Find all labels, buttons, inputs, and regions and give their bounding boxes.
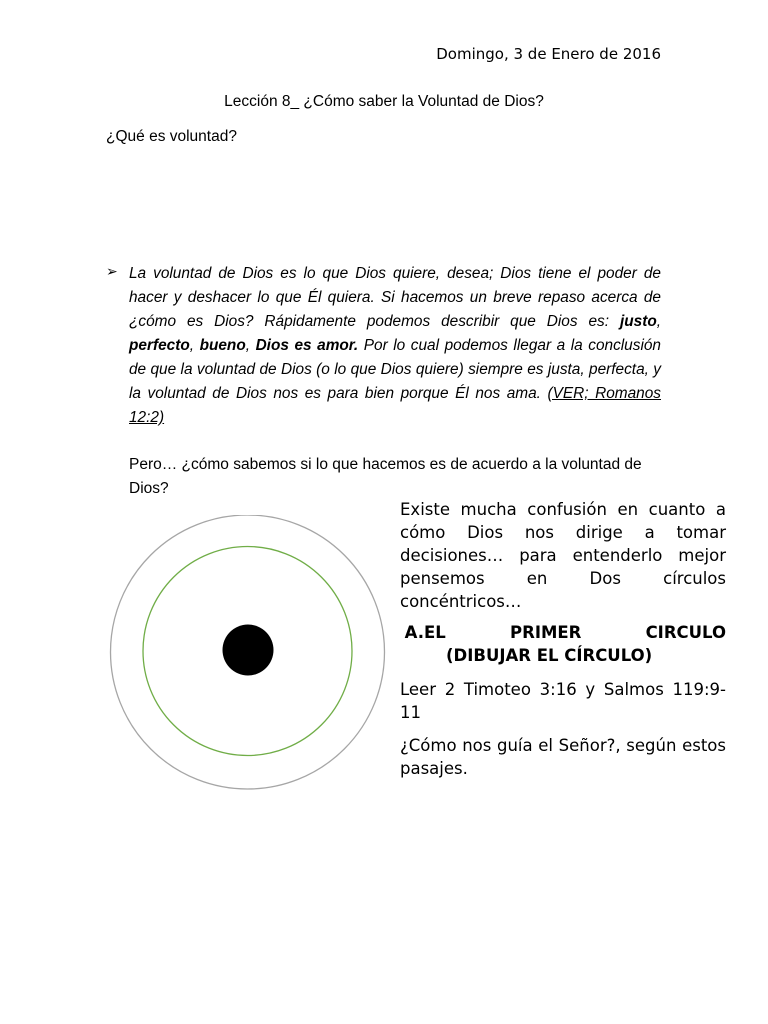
bold-bueno: bueno [199, 337, 246, 354]
lesson-title: Lección 8_ ¿Cómo saber la Voluntad de Dios? [224, 93, 544, 110]
heading-line2: (DIBUJAR EL CÍRCULO) [446, 646, 653, 665]
heading-letter: A. [404, 623, 424, 642]
separator: , [245, 337, 256, 354]
center-dot [223, 625, 274, 676]
heading-word-el: EL [424, 623, 446, 642]
arrow-bullet-icon: ➢ [106, 264, 118, 280]
bold-justo: justo [619, 313, 657, 330]
heading-body [424, 621, 726, 667]
guidance-question: ¿Cómo nos guía el Señor?, según estos pasajes. [400, 736, 726, 778]
bullet-text-part2: Por lo cual podemos llegar a la conclusión de que la voluntad de Dios (o lo que Dios quiere) siempre es justa, perfecta, y la voluntad de Dios nos es para bien porque Él nos ama. [129, 337, 661, 402]
bullet-paragraph [106, 262, 661, 430]
pero-question: Pero… ¿cómo sabemos si lo que hacemos es de acuerdo a la voluntad de Dios? [129, 456, 642, 497]
heading-word-primer: PRIMER [510, 623, 582, 642]
lesson-question: ¿Qué es voluntad? [106, 128, 237, 145]
bullet-text-part1: La voluntad de Dios es lo que Dios quiere, desea; Dios tiene el poder de hacer y deshacer lo que Él quiera. Si hacemos un breve repaso acerca de ¿cómo es Dios? Rápidamente podemos describir que Dios es: [129, 265, 661, 330]
heading-line1 [424, 621, 726, 644]
right-column [400, 498, 726, 780]
concentric-circles-diagram [108, 515, 388, 790]
heading-word-circulo: CIRCULO [645, 623, 726, 642]
bold-dios-es-amor: Dios es amor. [255, 337, 359, 354]
reading-instruction: Leer 2 Timoteo 3:16 y Salmos 119:9-11 [400, 680, 726, 722]
scripture-reference: (VER; Romanos 12:2) [129, 385, 661, 426]
section-heading [400, 621, 726, 667]
separator: , [189, 337, 200, 354]
bold-perfecto: perfecto [129, 337, 190, 354]
bullet-text [129, 262, 661, 430]
document-date: Domingo, 3 de Enero de 2016 [436, 45, 661, 63]
intro-paragraph: Existe mucha confusión en cuanto a cómo Dios nos dirige a tomar decisiones… para entenderlo mejor pensemos en Dos círculos concéntricos… [400, 500, 726, 611]
separator: , [656, 313, 661, 330]
